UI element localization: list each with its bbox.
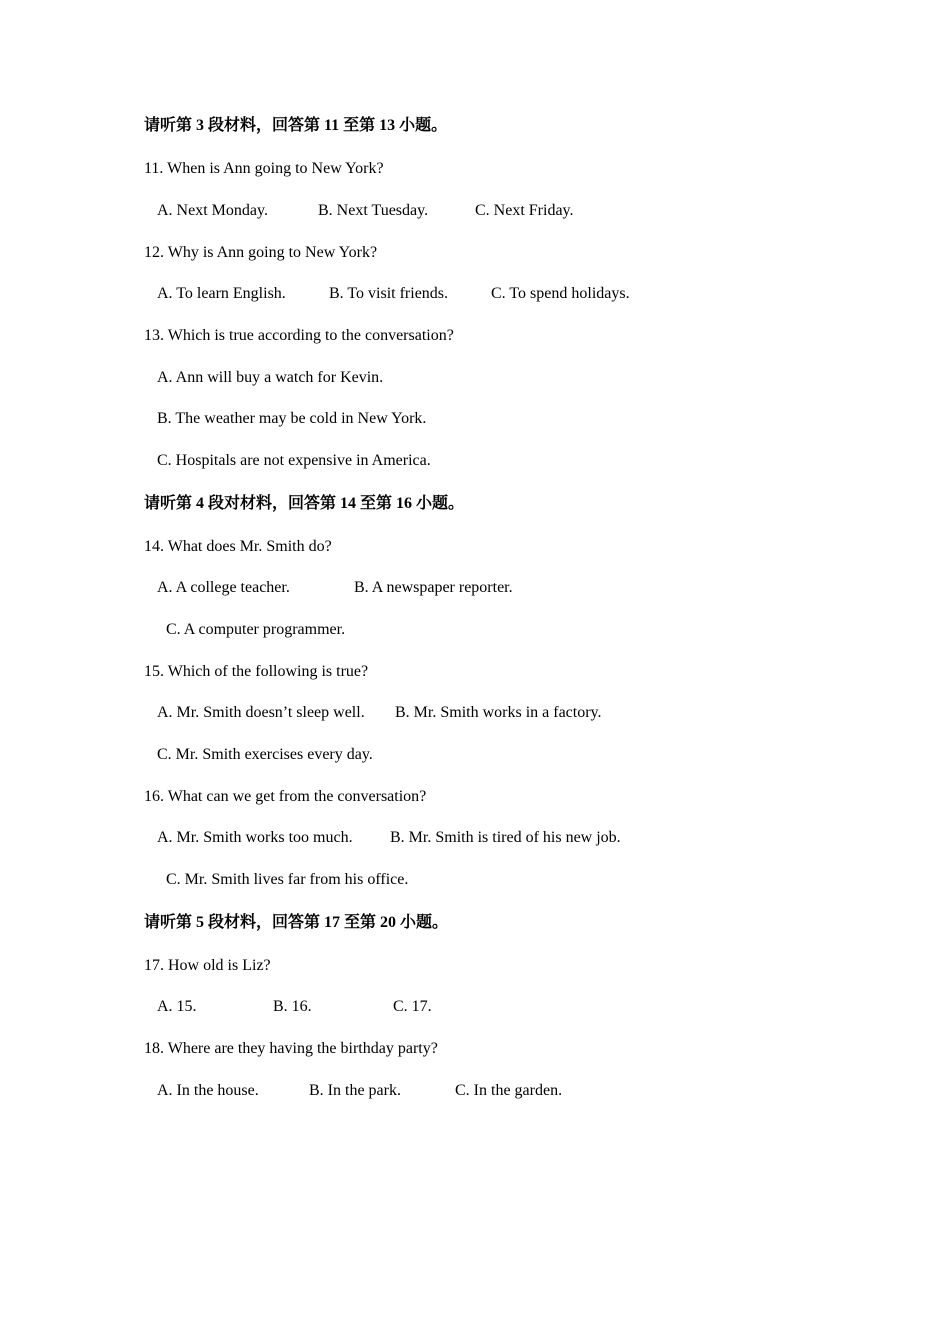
- question-16-stem: 16. What can we get from the conversation?: [144, 788, 427, 805]
- question-16-option-b: B. Mr. Smith is tired of his new job.: [390, 829, 621, 846]
- question-12-option-a: A. To learn English.: [157, 285, 286, 302]
- question-18-option-a: A. In the house.: [157, 1082, 259, 1099]
- question-11-option-b: B. Next Tuesday.: [318, 202, 429, 219]
- question-13-option-c: C. Hospitals are not expensive in America.: [157, 452, 431, 469]
- question-18-stem: 18. Where are they having the birthday party?: [144, 1040, 438, 1057]
- question-13-option-b: B. The weather may be cold in New York.: [157, 410, 427, 427]
- section-heading-5: 请听第 5 段材料，回答第 17 至第 20 小题。: [144, 914, 449, 931]
- question-11-option-c: C. Next Friday.: [475, 202, 574, 219]
- question-16-option-c: C. Mr. Smith lives far from his office.: [166, 871, 409, 888]
- question-12-stem: 12. Why is Ann going to New York?: [144, 244, 378, 261]
- question-17-option-a: A. 15.: [157, 998, 197, 1015]
- question-15-option-c: C. Mr. Smith exercises every day.: [157, 746, 373, 763]
- question-17-option-b: B. 16.: [273, 998, 312, 1015]
- question-15-option-a: A. Mr. Smith doesn’t sleep well.: [157, 704, 365, 721]
- question-16-option-a: A. Mr. Smith works too much.: [157, 829, 353, 846]
- question-14-option-b: B. A newspaper reporter.: [354, 579, 513, 596]
- question-14-stem: 14. What does Mr. Smith do?: [144, 538, 332, 555]
- question-14-option-a: A. A college teacher.: [157, 579, 290, 596]
- question-18-option-b: B. In the park.: [309, 1082, 401, 1099]
- question-15-option-b: B. Mr. Smith works in a factory.: [395, 704, 602, 721]
- question-18-option-c: C. In the garden.: [455, 1082, 563, 1099]
- question-15-stem: 15. Which of the following is true?: [144, 663, 369, 680]
- question-13-option-a: A. Ann will buy a watch for Kevin.: [157, 369, 384, 386]
- section-heading-3: 请听第 3 段材料，回答第 11 至第 13 小题。: [144, 117, 448, 134]
- question-14-option-c: C. A computer programmer.: [166, 621, 346, 638]
- section-heading-4: 请听第 4 段对材料，回答第 14 至第 16 小题。: [144, 495, 465, 512]
- question-11-stem: 11. When is Ann going to New York?: [144, 160, 384, 177]
- question-12-option-c: C. To spend holidays.: [491, 285, 630, 302]
- question-13-stem: 13. Which is true according to the conversation?: [144, 327, 454, 344]
- question-12-option-b: B. To visit friends.: [329, 285, 449, 302]
- question-17-option-c: C. 17.: [393, 998, 432, 1015]
- question-11-option-a: A. Next Monday.: [157, 202, 268, 219]
- question-17-stem: 17. How old is Liz?: [144, 957, 271, 974]
